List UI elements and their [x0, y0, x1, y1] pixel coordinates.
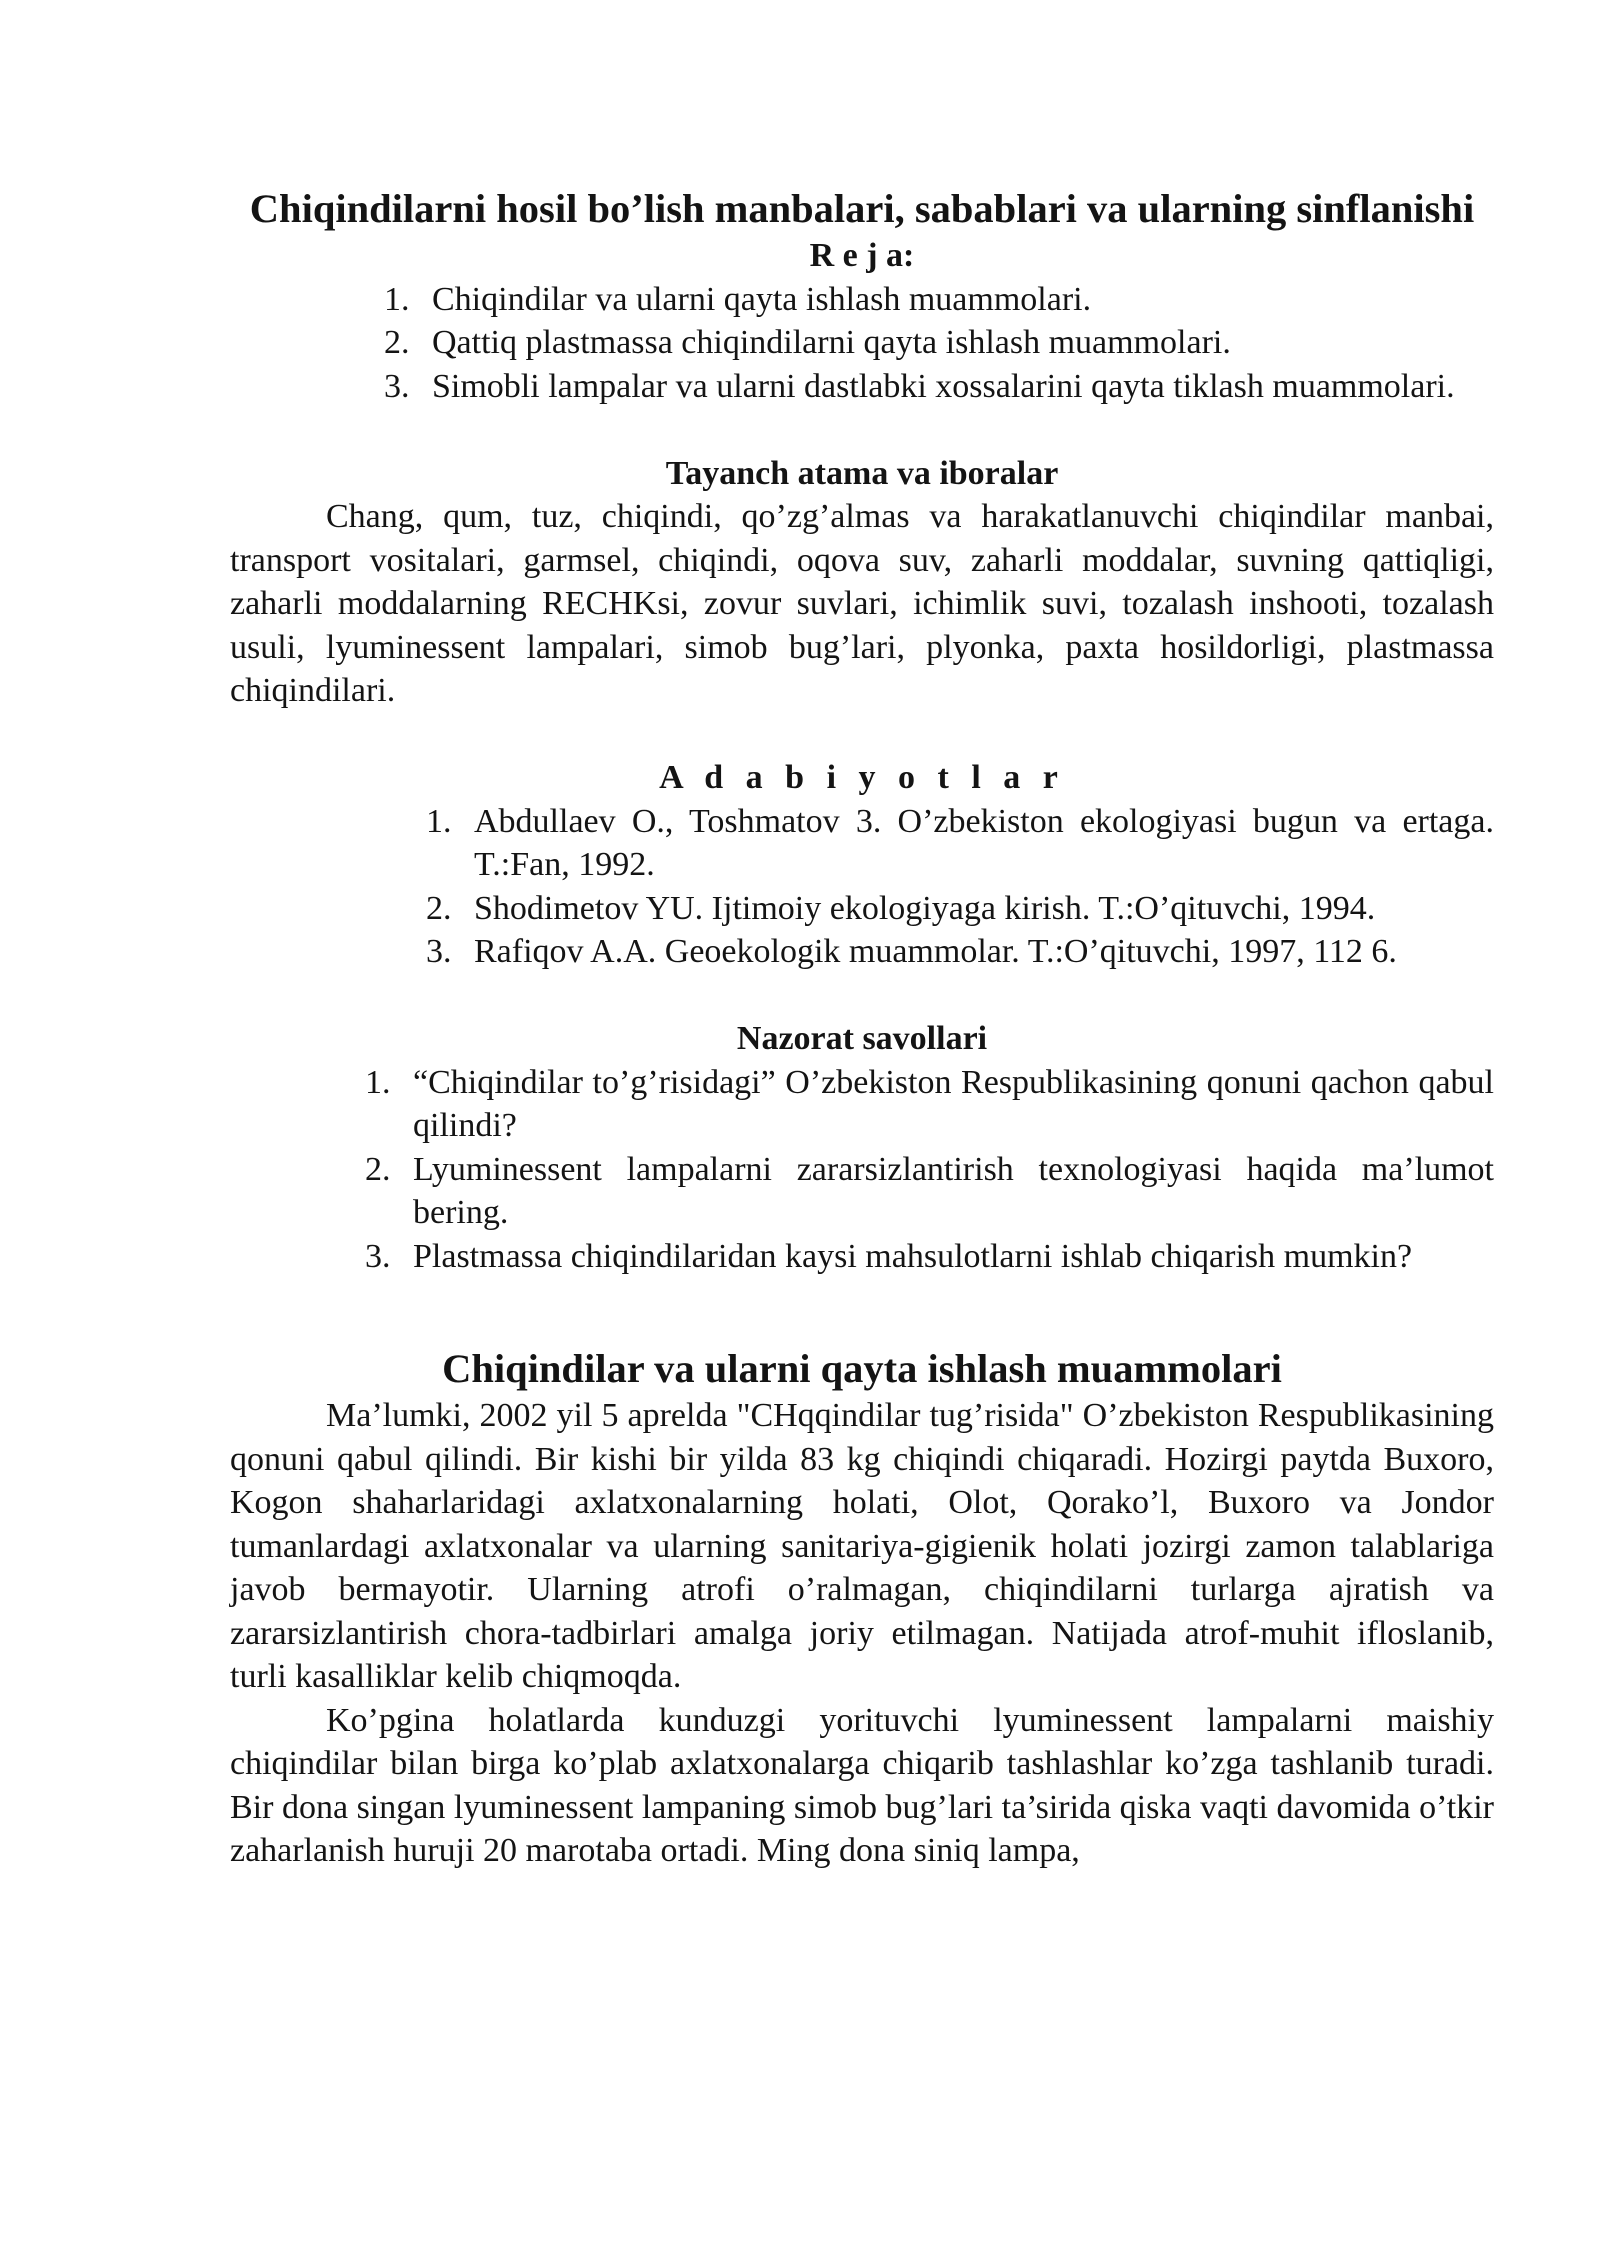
literature-list — [426, 800, 1494, 974]
spacer — [230, 408, 1494, 452]
list-item — [365, 1235, 1494, 1279]
list-number: 1. — [426, 802, 452, 840]
section-title: Chiqindilar va ularni qayta ishlash muammolari — [442, 1346, 1282, 1391]
keywords-heading: Tayanch atama va iboralar — [665, 454, 1059, 492]
section-paragraph: Ma’lumki, 2002 yil 5 aprelda "CHqqindilar tug’risida" O’zbekiston Respublikasining qonuni qabul qilindi. Bir kishi bir yilda 83 kg chiqindi chiqaradi. Hozirgi paytda Buxoro, Kogon shaharlaridagi axlatxonalarning holati, Olot, Qorako’l, Buxoro va Jondor tumanlardagi axlatxonalar va ularning sanitariya-gigienik holati jozirgi zamon talablariga javob bermayotir. Ularning atrofi o’ralmagan, chiqindilarni turlarga ajratish va zararsizlantirish chora-tadbirlari amalga joriy etilmagan. Natijada atrof-muhit ifloslanib, turli kasalliklar kelib chiqmoqda. — [230, 1397, 1494, 1695]
list-item — [426, 800, 1494, 887]
spacer — [230, 1278, 1494, 1344]
list-text: Lyuminessent lampalarni zararsizlantirish texnologiyasi haqida ma’lumot bering. — [413, 1150, 1494, 1231]
list-item — [426, 887, 1494, 931]
list-text: Rafiqov A.A. Geoekologik muammolar. T.:O’qituvchi, 1997, 112 6. — [474, 933, 1397, 970]
spacer — [230, 974, 1494, 1018]
list-number: 3. — [365, 1237, 391, 1275]
list-text: Plastmassa chiqindilaridan kaysi mahsulotlarni ishlab chiqarish mumkin? — [413, 1237, 1413, 1275]
list-number: 2. — [426, 889, 452, 927]
list-text: Abdullaev O., Toshmatov 3. O’zbekiston ekologiyasi bugun va ertaga. T.:Fan, 1992. — [474, 802, 1494, 883]
list-text: Qattiq plastmassa chiqindilarni qayta ishlash muammolari. — [432, 324, 1231, 361]
list-item — [384, 278, 1494, 322]
document-page — [230, 184, 1494, 1873]
list-item — [384, 365, 1494, 409]
list-text: Shodimetov YU. Ijtimoiy ekologiyaga kirish. T.:O’qituvchi, 1994. — [474, 889, 1376, 927]
list-number: 2. — [384, 324, 410, 361]
literature-heading: A d a b i y o t l a r — [659, 759, 1065, 796]
list-number: 2. — [365, 1150, 391, 1188]
spacer — [230, 713, 1494, 757]
list-number: 1. — [365, 1063, 391, 1101]
document-title: Chiqindilarni hosil bo’lish manbalari, sabablari va ularning sinflanishi — [249, 186, 1475, 231]
keywords-paragraph: Chang, qum, tuz, chiqindi, qo’zg’almas va harakatlanuvchi chiqindilar manbai, transport vositalari, garmsel, chiqindi, oqova suv, zaharli moddalar, suvning qattiqligi, zaharli moddalarning RECHKsi, zovur suvlari, ichimlik suvi, tozalash inshooti, tozalash usuli, lyuminessent lampalari, simob bug’lari, plyonka, paxta hosildorligi, plastmassa chiqindilari. — [230, 498, 1494, 709]
control-list — [365, 1061, 1494, 1279]
list-item — [365, 1061, 1494, 1148]
plan-heading: R e j a: — [809, 237, 915, 274]
section-paragraph: Ko’pgina holatlarda kunduzgi yorituvchi lyuminessent lampalarni maishiy chiqindilar bilan birga ko’plab axlatxonalarga chiqarib tashlashlar ko’zga tashlanib turadi. Bir dona singan lyuminessent lampaning simob bug’lari ta’sirida qiska vaqti davomida o’tkir zaharlanish huruji 20 marotaba ortadi. Ming dona siniq lampa, — [230, 1701, 1494, 1869]
list-text: Chiqindilar va ularni qayta ishlash muammolari. — [432, 280, 1092, 318]
control-heading: Nazorat savollari — [736, 1020, 988, 1057]
list-number: 3. — [426, 933, 452, 970]
list-text: Simobli lampalar va ularni dastlabki xossalarini qayta tiklash muammolari. — [432, 367, 1455, 405]
list-number: 1. — [384, 280, 410, 318]
list-text: “Chiqindilar to’g’risidagi” O’zbekiston Respublikasining qonuni qachon qabul qilindi? — [413, 1063, 1494, 1144]
list-item — [365, 1148, 1494, 1235]
list-number: 3. — [384, 367, 410, 405]
list-item — [384, 321, 1494, 365]
plan-list — [384, 278, 1494, 409]
list-item — [426, 930, 1494, 974]
